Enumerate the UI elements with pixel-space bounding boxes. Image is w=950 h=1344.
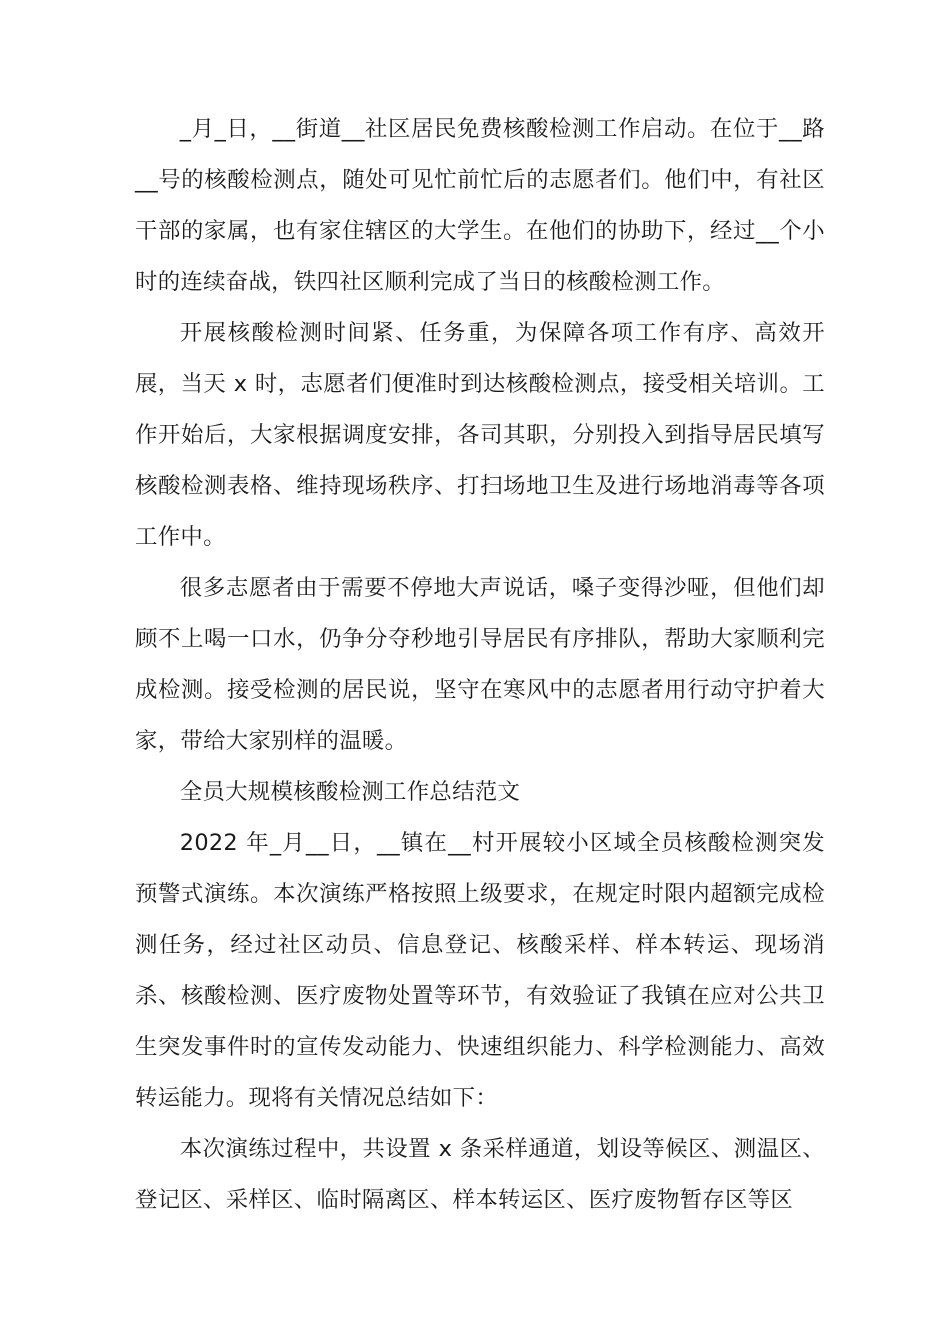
section-paragraph-2: 本次演练过程中，共设置 x 条采样通道，划设等候区、测温区、登记区、采样区、临时隔离区、样本转运区、医疗废物暂存区等区 [135,1136,825,1213]
section-paragraph-1: 2022 年_月__日，__镇在__村开展较小区域全员核酸检测突发预警式演练。本次演练严格按照上级要求，在规定时限内超额完成检测任务，经过社区动员、信息登记、核酸采样、样本转运、现场消杀、核酸检测、医疗废物处置等环节，有效验证了我镇在应对公共卫生突发事件时的宣传发动能力、快速组织能力、科学检测能力、高效转运能力。现将有关情况总结如下： [135,830,825,1111]
paragraph-2: 开展核酸检测时间紧、任务重，为保障各项工作有序、高效开展，当天 x 时，志愿者们便准时到达核酸检测点，接受相关培训。工作开始后，大家根据调度安排，各司其职，分别投入到指导居民填写核酸检测表格、维持现场秩序、打扫场地卫生及进行场地消毒等各项工作中。 [135,320,825,550]
paragraph-1: _月_日，__街道__社区居民免费核酸检测工作启动。在位于__路__号的核酸检测点，随处可见忙前忙后的志愿者们。他们中，有社区干部的家属，也有家住辖区的大学生。在他们的协助下，经过__个小时的连续奋战，铁四社区顺利完成了当日的核酸检测工作。 [135,116,825,295]
paragraph-3: 很多志愿者由于需要不停地大声说话，嗓子变得沙哑，但他们却顾不上喝一口水，仍争分夺秒地引导居民有序排队，帮助大家顺利完成检测。接受检测的居民说，坚守在寒风中的志愿者用行动守护着大家，带给大家别样的温暖。 [135,575,825,754]
section-title: 全员大规模核酸检测工作总结范文 [179,779,521,805]
document-body [135,104,825,1226]
